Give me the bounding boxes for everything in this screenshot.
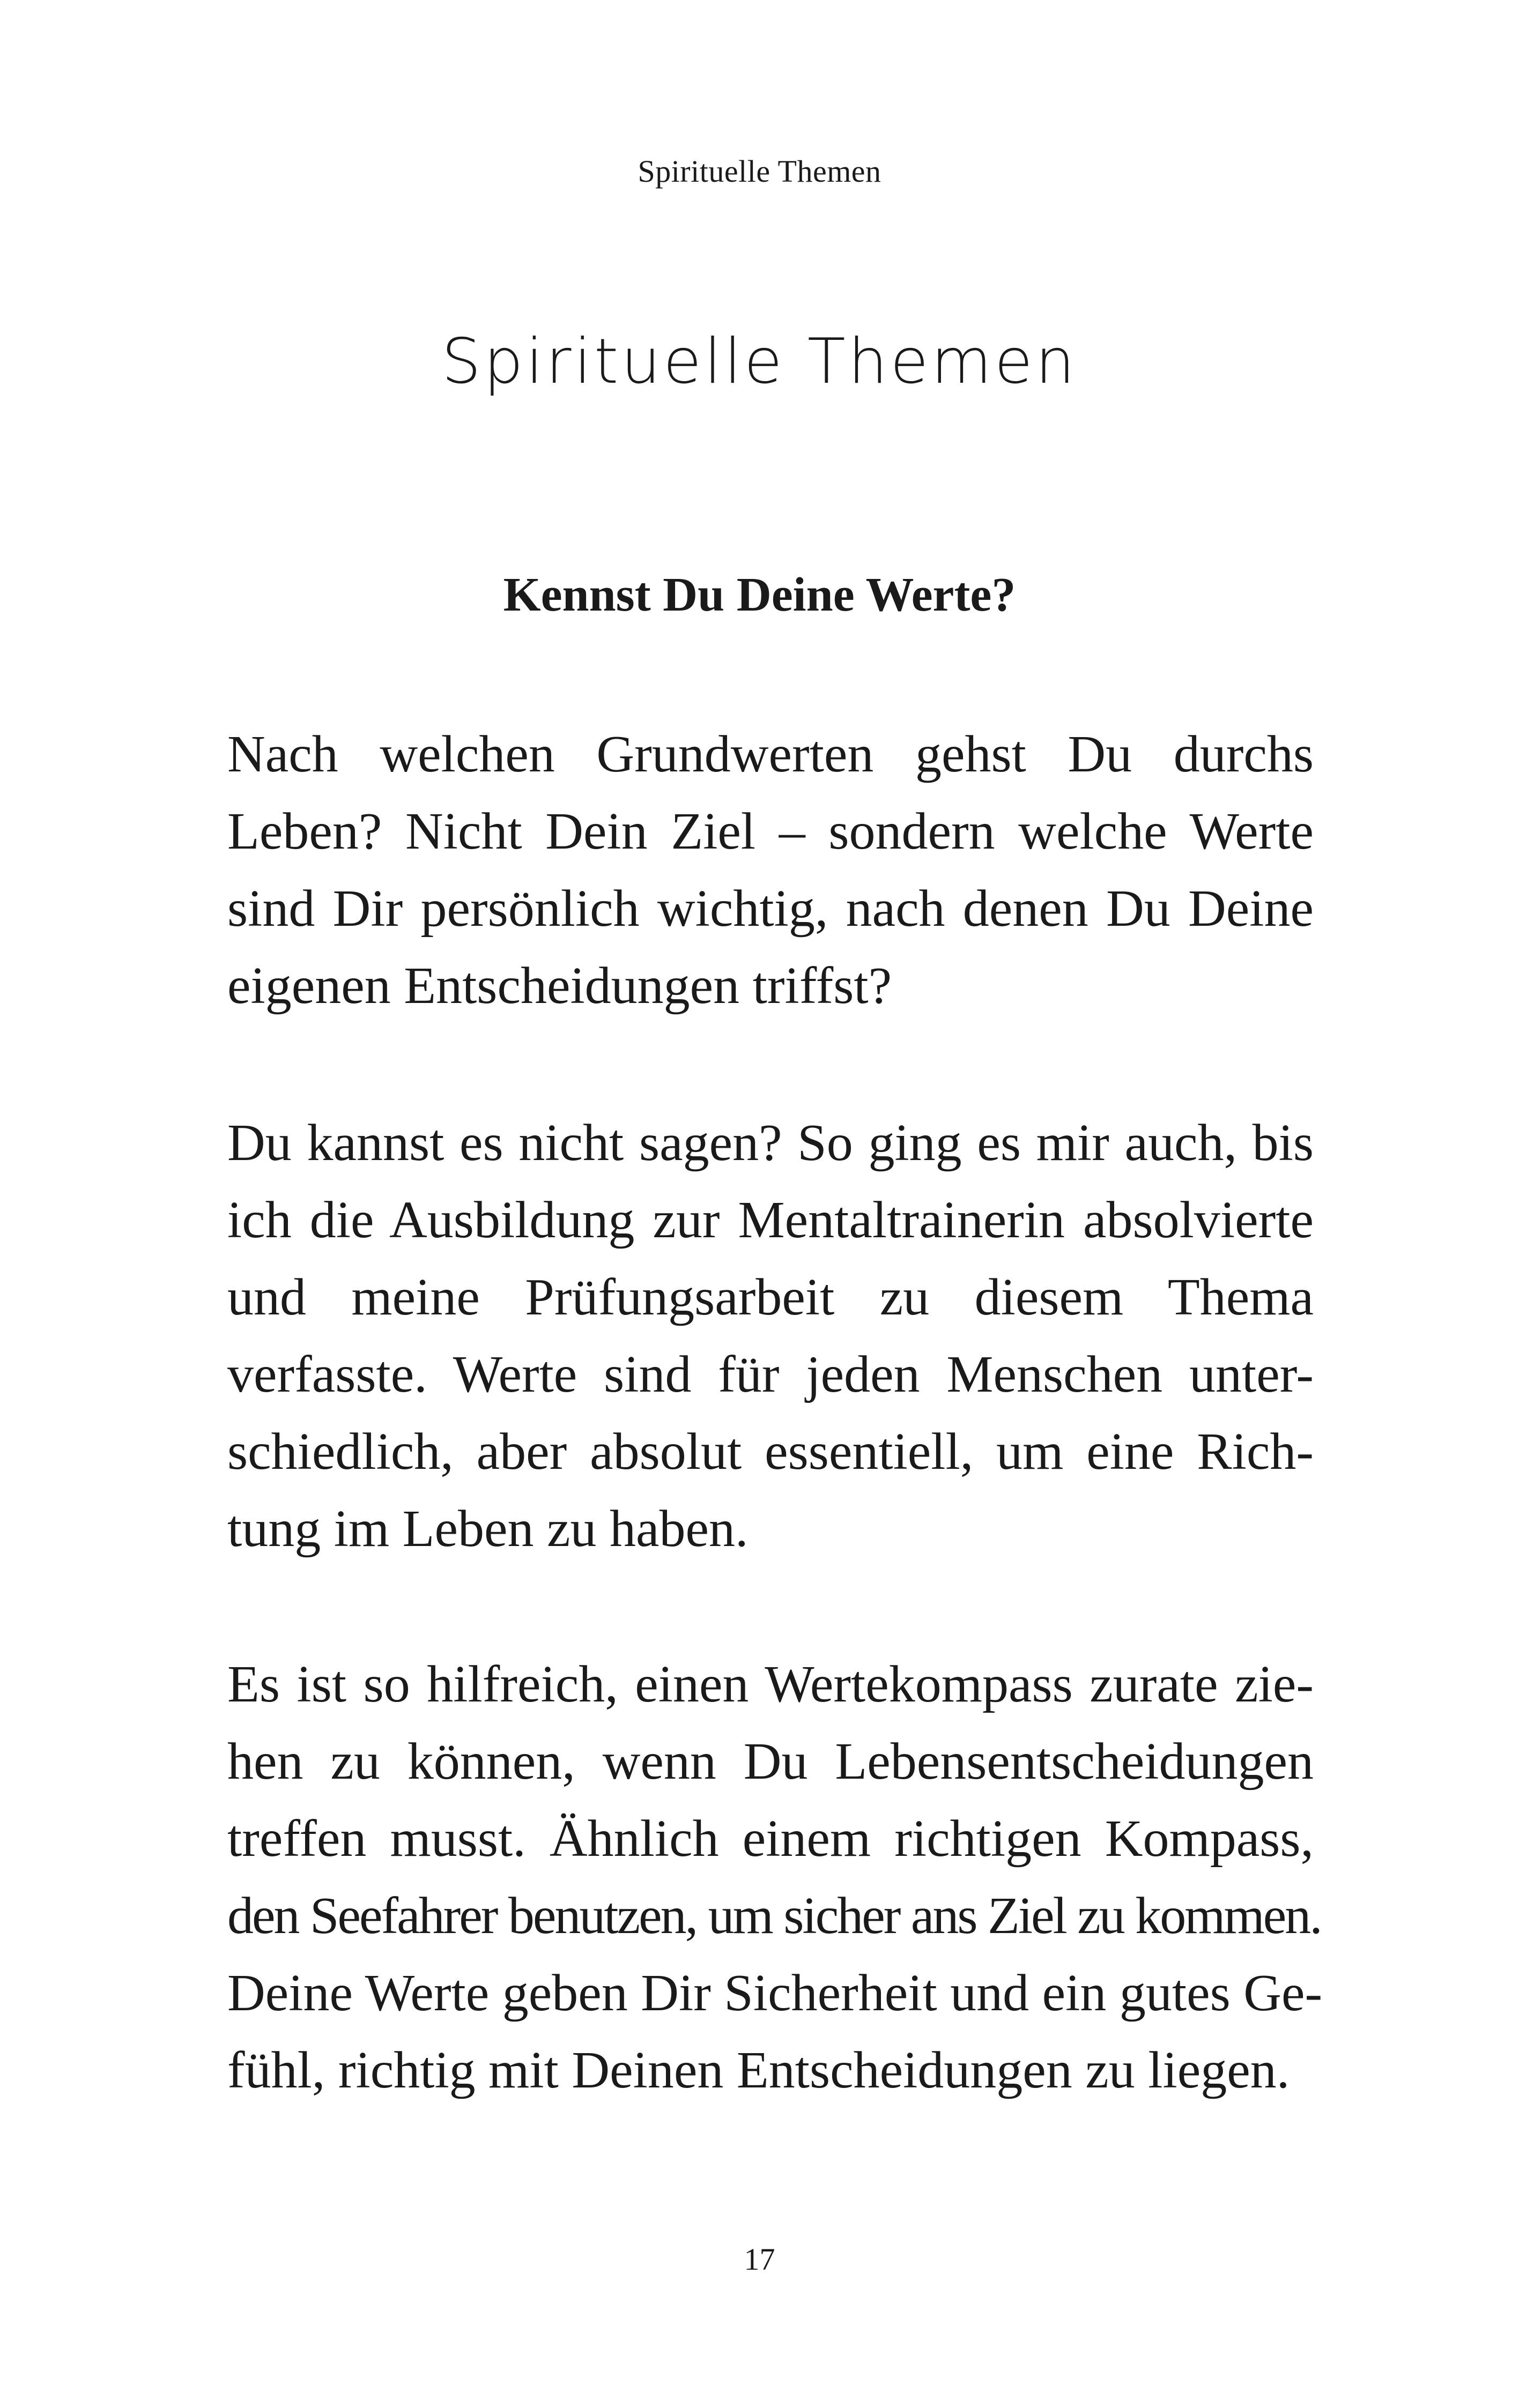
page-number: 17	[744, 2242, 775, 2277]
paragraph-line: fühl, richtig mit Deinen Entscheidungen zu liegen.	[227, 2041, 1290, 2099]
paragraph-line: verfasste. Werte sind für jeden Menschen unter-	[227, 1346, 1314, 1403]
paragraph-line: Deine Werte geben Dir Sicherheit und ein gutes Ge-	[227, 1964, 1323, 2022]
paragraph-line: den Seefahrer benutzen, um sicher ans Ziel zu kommen.	[227, 1887, 1321, 1945]
paragraph-line: schiedlich, aber absolut essentiell, um eine Rich-	[227, 1423, 1314, 1481]
paragraph-line: Nach welchen Grundwerten gehst Du durchs	[227, 725, 1314, 783]
paragraph-line: eigenen Entscheidungen triffst?	[227, 957, 892, 1015]
paragraph-line: Es ist so hilfreich, einen Wertekompass zurate zie-	[227, 1655, 1314, 1713]
paragraph-line: treffen musst. Ähnlich einem richtigen Kompass,	[227, 1810, 1314, 1868]
paragraph-line: Leben? Nicht Dein Ziel – sondern welche Werte	[227, 802, 1314, 860]
paragraph-line: sind Dir persönlich wichtig, nach denen Du Deine	[227, 880, 1314, 938]
paragraph-line: ich die Ausbildung zur Mentaltrainerin absolvierte	[227, 1191, 1314, 1249]
running-header: Spirituelle Themen	[638, 154, 881, 189]
paragraph-line: tung im Leben zu haben.	[227, 1500, 749, 1558]
paragraph-line: Du kannst es nicht sagen? So ging es mir auch, bis	[227, 1114, 1314, 1172]
section-heading: Kennst Du Deine Werte?	[503, 568, 1016, 621]
paragraph-1	[227, 716, 1314, 1024]
paragraph-line: und meine Prüfungsarbeit zu diesem Thema	[227, 1268, 1314, 1326]
paragraph-2	[227, 1104, 1314, 1567]
paragraph-3	[227, 1646, 1323, 2109]
paragraph-line: hen zu können, wenn Du Lebensentscheidungen	[227, 1733, 1314, 1790]
chapter-title: Spirituelle Themen	[441, 325, 1078, 398]
